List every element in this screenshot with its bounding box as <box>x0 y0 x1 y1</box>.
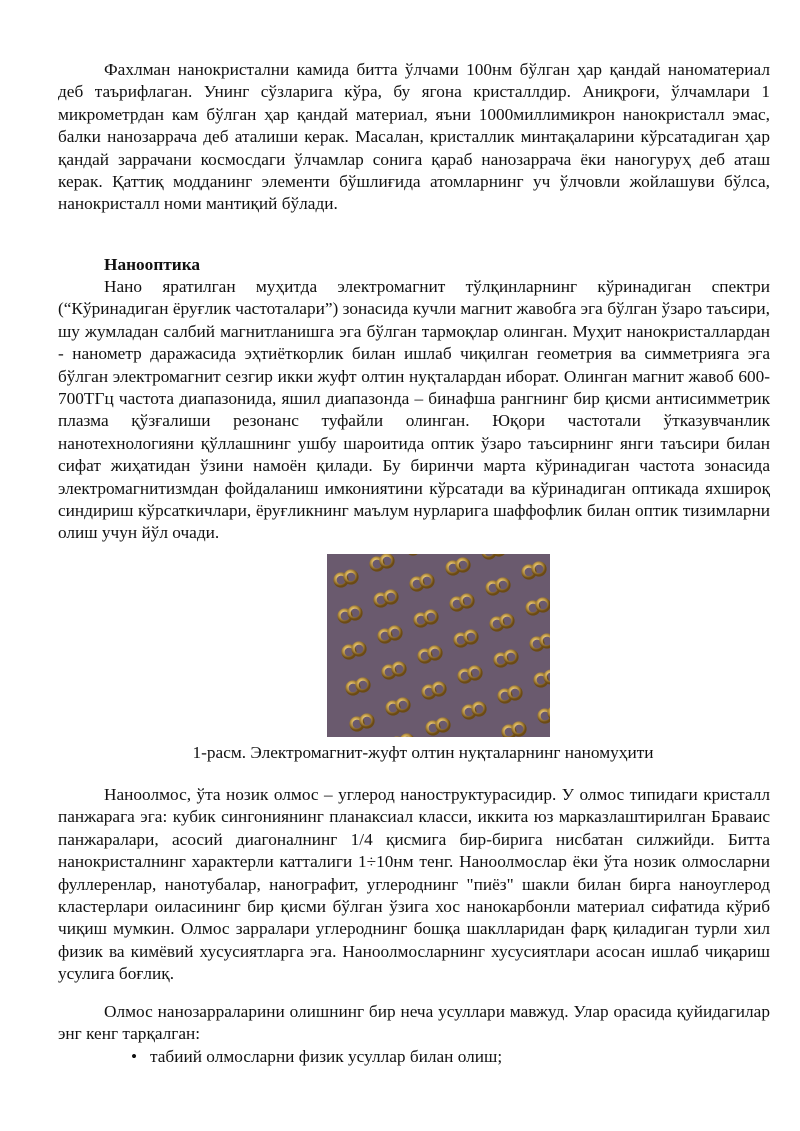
intro-paragraph: Фахлман нанокристални камида битта ўлчами 100нм бўлган ҳар қандай наноматериал деб таърифлаган. Унинг сўзларига кўра, бу ягона кристаллдир. Аниқроғи, ўлчамлари 1 микрометрдан кам бўлган ҳар қандай материал, яъни 1000миллимикрон нанокристалл эмас, балки нанозаррача деб аталиши керак. Масалан, кристаллик минтақаларини кўрсатадиган ҳар қандай заррачани космосдаги ўлчамлар сонига қараб нанозаррача ёки наногуруҳ деб аташ керак. Қаттиқ модданинг элементи бўшлиғида атомларнинг уч ўлчовли жойлашуви бўлса, нанокристалл номи мантиқий бўлади. <box>58 60 770 214</box>
methods-list <box>58 1046 770 1068</box>
section-heading-nanooptics: Нанооптика <box>104 255 201 274</box>
gold-dots-pattern <box>327 554 550 737</box>
bullet-icon: • <box>130 1047 138 1066</box>
methods-paragraph: Олмос нанозарраларини олишнинг бир неча усуллари мавжуд. Улар орасида қуйидагилар энг кенг тарқалган: <box>58 1002 770 1044</box>
figure-background <box>327 554 550 737</box>
gold-dot-47 <box>549 707 550 719</box>
nanodiamond-paragraph: Наноолмос, ўта нозик олмос – углерод наноструктурасидир. У олмос типидаги кристалл панжарага эга: кубик сингониянинг планаксиал класси, иккита юз марказлаштирилган Бравaис панжаралари, асосий диагоналнинг 1/4 қисмига бир-бирига нисбатан силжийди. Битта нанокристалнинг характерли катталиги 1÷10нм тенг. Наноолмослар ёки ўта нозик олмосларни фуллеренлар, нанотубалар, нанографит, углероднинг "пиёз" шакли билан бирга наноуглерод кластерлари оиласининг бир қисми бўлган ўзига хос нанокарбонли материал сифатида кўриб чиқиш мумкин. Олмос зарралари углероднинг бошқа шаклларидан фарқ қиладиган турли хил физик ва кимёвий хусусиятларга эга. Наноолмосларнинг хусусиятлари асосан ишлаб чиқариш усулига боғлиқ. <box>58 785 770 984</box>
figure-caption: 1-расм. Электромагнит-жуфт олтин нуқталарнинг наномуҳити <box>192 743 654 762</box>
nanooptics-paragraph: Нано яратилган муҳитда электромагнит тўлқинларнинг кўринадиган спектри (“Кўринадиган ёруғлик частоталари”) зонасида кучли магнит жавобга эга бўлган ўзаро таъсири, шу жумладан салбий магнитланишга эга бўлган тармоқлар олинган. Муҳит нанокристаллардан - нанометр даражасида эҳтиёткорлик билан ишлаб чиқилган геометрия ва симметрияга эга бўлган электромагнит сезгир икки жуфт олтин нуқталардан иборат. Олинган магнит жавоб 600-700ТГц частота диапазонида, яшил диапазонда – бинафша рангнинг бир қисми антисимметрик плазма қўзғалиши резонанс туфайли олинган. Юқори частотали ўтказувчанлик нанотехнологияни қўллашнинг ушбу шароитида оптик ўзаро таъсирнинг янги таъсири билан сифат жиҳатидан ўзини намоён қилади. Бу биринчи марта кўринадиган частота зонасида электромагнитизмдан фойдаланиш имкониятини кўрсатади ва кўринадиган оптикада яхшироқ синдириш кўрсаткичлари, ёруғликнинг маълум нурларига шаффофлик билан оптик тизимларни олиш учун йўл очади. <box>58 277 770 543</box>
list-item-text: табиий олмосларни физик усуллар билан олиш; <box>150 1047 503 1066</box>
list-item <box>58 1046 770 1068</box>
figure-gold-dots-image <box>327 554 550 737</box>
gold-dot-1 <box>493 554 505 555</box>
